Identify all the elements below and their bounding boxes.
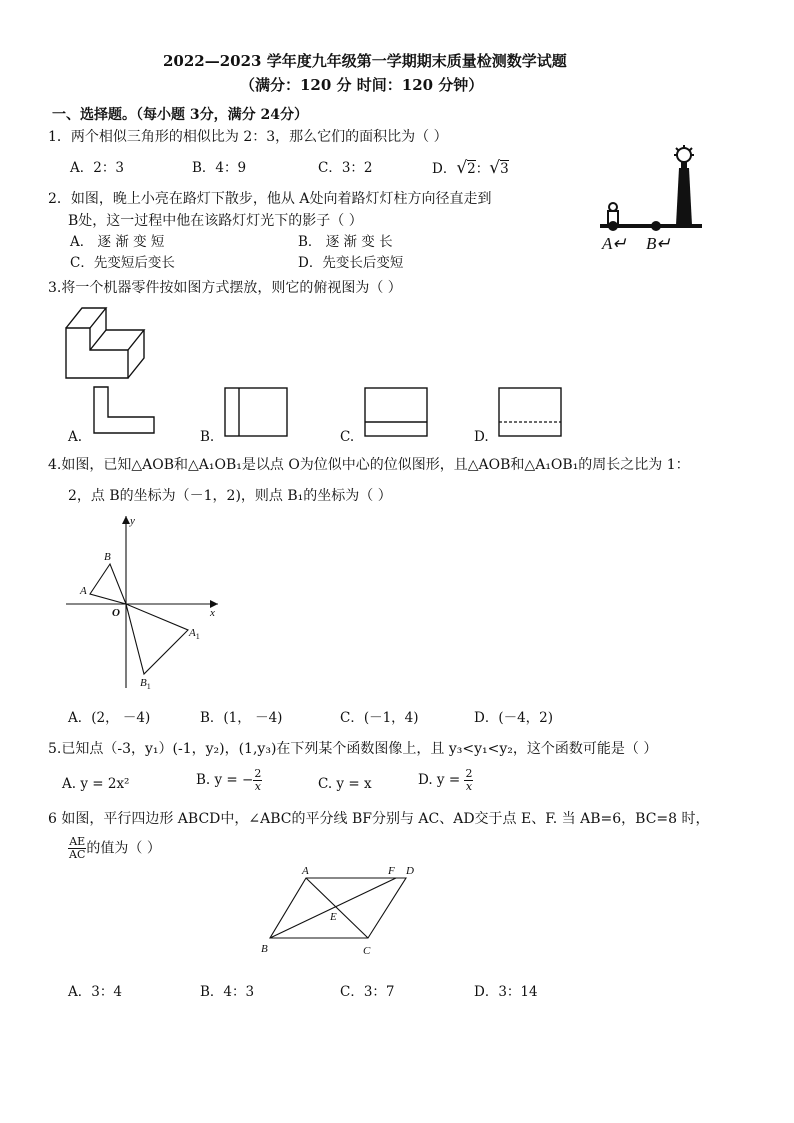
- q2-option-c: C．先变短后变长: [70, 255, 175, 271]
- q5-d-fraction: $\frac{2}{x}$: [465, 767, 473, 793]
- label-b: B↵: [646, 234, 671, 253]
- q6-line-2: [68, 836, 161, 861]
- q5-stem: 5.已知点（-3，y₁）(-1，y₂)，(1,y₃)在下列某个函数图像上，且 y₃<y₁<y₂，这个函数可能是（ ）: [48, 741, 658, 757]
- q3-option-d: D.: [474, 429, 489, 445]
- q6-tail: 的值为（ ）: [86, 840, 161, 857]
- q4-option-c: C．(－1，4): [340, 710, 419, 726]
- q5-option-d: [418, 768, 473, 793]
- diagonal-ac: [306, 878, 368, 938]
- q6-fraction: $\frac{AE}{AC}$: [69, 835, 86, 861]
- machine-part-3d-figure: [60, 300, 170, 380]
- coordinate-figure: [62, 512, 232, 702]
- street-lamp-figure: [596, 145, 706, 255]
- q3-option-b: B.: [200, 429, 215, 445]
- q3-option-d-figure: [496, 385, 566, 440]
- section-heading: 一、选择题。（每小题 3分，满分 24分）: [52, 107, 308, 123]
- sqrt-sign: √: [489, 158, 501, 178]
- q2-line-2: B处，这一过程中他在该路灯灯光下的影子（ ）: [68, 213, 363, 229]
- triangle-aob: [90, 564, 126, 604]
- q6-line-1: 6 如图，平行四边形 ABCD中，∠ABC的平分线 BF分别与 AC、AD交于点 E、F. 当 AB=6，BC=8 时，: [48, 811, 710, 827]
- point-a-label: A: [80, 585, 87, 597]
- q4-line-1: 4.如图，已知△AOB和△A₁OB₁是以点 O为位似中心的位似图形，且△AOB和△A₁OB₁的周长之比为 1：: [48, 457, 690, 473]
- y-axis-arrow: [122, 516, 130, 524]
- origin-label: O: [112, 607, 120, 619]
- bisector-bf: [270, 878, 396, 938]
- q1-d-separator: ：: [475, 161, 490, 177]
- exam-subtitle: （满分：120 分 时间：120 分钟）: [240, 76, 484, 94]
- point-e-label: E: [330, 911, 337, 923]
- lamp-icon: [674, 145, 694, 168]
- q5-d-prefix: D. y =: [418, 772, 465, 788]
- vertex-b-label: B: [261, 943, 268, 955]
- q1-d-radicand-1: 2: [467, 161, 476, 177]
- q1-option-a: A．2：3: [70, 160, 124, 176]
- point-a-marker: [608, 221, 618, 231]
- q2-line-1: 2．如图，晚上小亮在路灯下散步，他从 A处向着路灯灯柱方向径直走到: [48, 191, 492, 207]
- q3-option-c: C.: [340, 429, 355, 445]
- q2-option-a: A． 逐 渐 变 短: [70, 234, 165, 250]
- point-b-label: B: [104, 551, 111, 563]
- vertex-c-label: C: [363, 945, 371, 957]
- parallelogram-figure: [256, 862, 426, 962]
- q6-option-b: B．4：3: [200, 984, 255, 1000]
- q3-option-b-figure: [222, 385, 292, 440]
- q1-option-d: [432, 159, 509, 178]
- point-a1-label: $A_1$: [189, 627, 200, 641]
- q3-option-a: A.: [68, 429, 83, 445]
- point-b1-label: $B_1$: [140, 677, 151, 691]
- sqrt-sign: √: [456, 158, 468, 178]
- exam-title: 2022—2023 学年度九年级第一学期期末质量检测数学试题: [163, 52, 567, 70]
- q3-option-c-figure: [362, 385, 432, 440]
- q6-option-c: C．3：7: [340, 984, 395, 1000]
- q1-stem: 1．两个相似三角形的相似比为 2：3，那么它们的面积比为（ ）: [48, 129, 448, 145]
- q6-option-d: D．3：14: [474, 984, 538, 1000]
- q2-option-d: D．先变长后变短: [298, 255, 404, 271]
- vertex-a-label: A: [302, 865, 309, 877]
- parallelogram-abcd: [270, 878, 406, 938]
- vertex-d-label: D: [406, 865, 414, 877]
- q5-b-prefix: B. y = −: [196, 772, 254, 788]
- q5-b-fraction: $\frac{2}{x}$: [254, 767, 262, 793]
- q4-option-b: B．(1， －4): [200, 710, 283, 726]
- q1-d-radicand-2: 3: [500, 161, 509, 177]
- point-b-marker: [651, 221, 661, 231]
- q4-line-2: 2，点 B的坐标为（－1，2)，则点 B₁的坐标为（ ）: [68, 488, 392, 504]
- q4-option-a: A．(2， －4): [68, 710, 151, 726]
- q4-option-d: D．(－4，2): [474, 710, 554, 726]
- label-a: A↵: [602, 234, 627, 253]
- q2-option-b: B． 逐 渐 变 长: [298, 234, 393, 250]
- q3-stem: 3.将一个机器零件按如图方式摆放，则它的俯视图为（ ）: [48, 280, 402, 296]
- q1-d-prefix: D．: [432, 161, 457, 177]
- lamp-post: [676, 168, 692, 225]
- q6-option-a: A．3：4: [68, 984, 122, 1000]
- y-axis-label: y: [130, 515, 135, 527]
- x-axis-label: x: [210, 607, 215, 619]
- q3-option-a-figure: [90, 385, 160, 440]
- q1-option-b: B．4：9: [192, 160, 247, 176]
- q5-option-b: [196, 768, 262, 793]
- triangle-a1ob1: [126, 604, 188, 674]
- q5-option-c: C. y = x: [318, 776, 372, 792]
- point-f-label: F: [388, 865, 395, 877]
- q5-option-a: A. y = 2x²: [62, 776, 130, 792]
- q1-option-c: C．3：2: [318, 160, 373, 176]
